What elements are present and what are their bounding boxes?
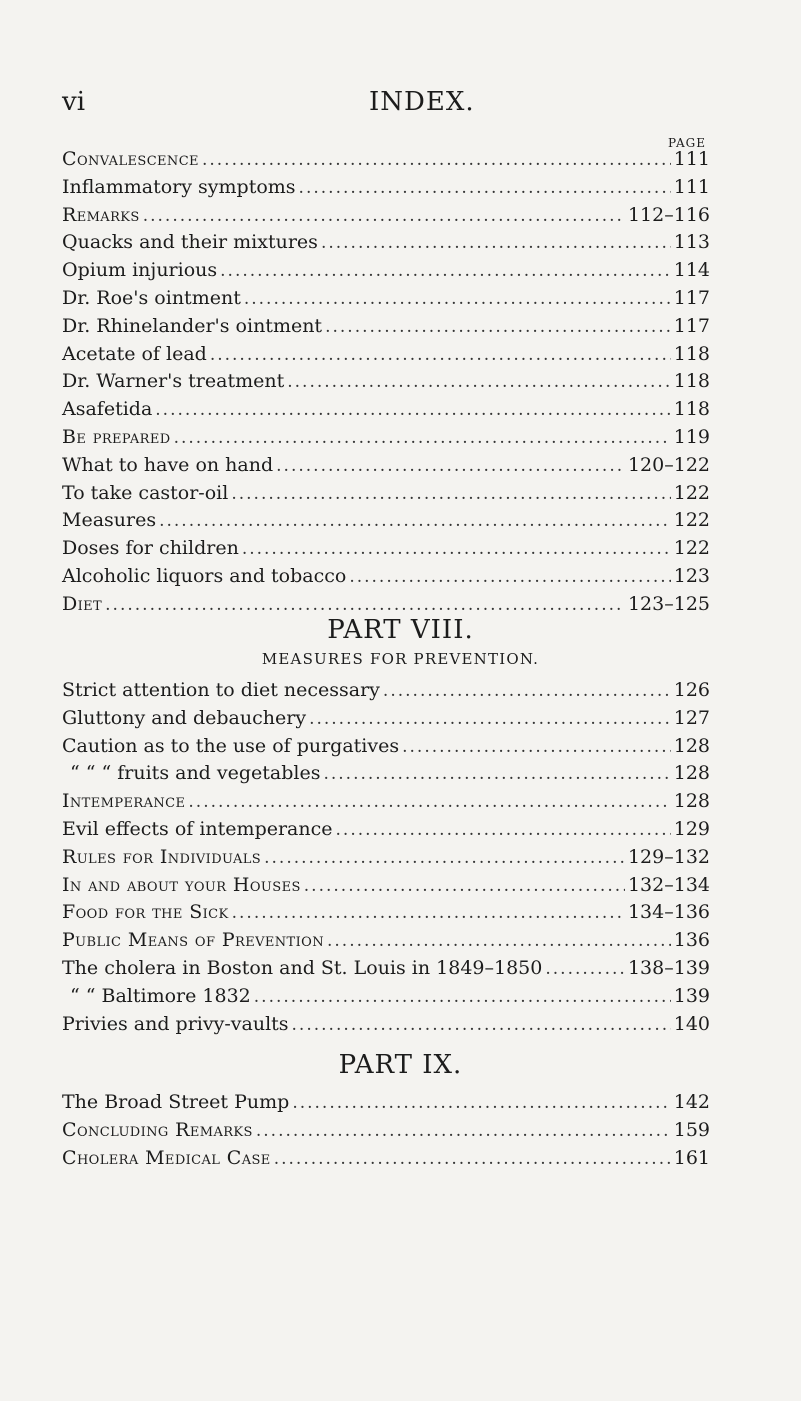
index-entry-page: 113 bbox=[673, 231, 710, 254]
index-entry-label: Diet bbox=[62, 592, 103, 615]
index-entry-label: Intemperance bbox=[62, 790, 186, 813]
index-entry bbox=[62, 507, 710, 535]
dot-leader bbox=[545, 956, 625, 984]
index-entry bbox=[62, 899, 710, 927]
dot-leader bbox=[309, 706, 671, 734]
index-entry-label: Doses for children bbox=[62, 537, 239, 560]
index-entry-label: Concluding Remarks bbox=[62, 1118, 253, 1141]
index-entry bbox=[62, 1117, 710, 1145]
index-entry bbox=[62, 341, 710, 369]
index-entry-page: 129 bbox=[673, 817, 710, 840]
dot-leader bbox=[264, 845, 625, 873]
dot-leader bbox=[402, 734, 671, 762]
dot-leader bbox=[155, 397, 670, 425]
dot-leader bbox=[321, 230, 671, 258]
index-entry-label: What to have on hand bbox=[62, 453, 274, 476]
index-section-part-viii bbox=[62, 677, 710, 1038]
index-entry-page: 126 bbox=[673, 679, 710, 701]
index-entry bbox=[62, 844, 710, 872]
dot-leader bbox=[254, 984, 671, 1012]
index-entry-label: Dr. Rhinelander's ointment bbox=[62, 314, 323, 337]
page-folio: vi bbox=[62, 87, 86, 117]
dot-leader bbox=[159, 508, 671, 536]
index-entry-label: Alcoholic liquors and tobacco bbox=[62, 564, 347, 587]
index-entry bbox=[62, 452, 710, 480]
dot-leader bbox=[188, 789, 670, 817]
index-entry-page: 122 bbox=[673, 481, 710, 504]
dot-leader bbox=[336, 817, 671, 845]
dot-leader bbox=[304, 873, 625, 901]
index-entry-page: 128 bbox=[673, 734, 710, 757]
index-entry bbox=[62, 816, 710, 844]
dot-leader bbox=[143, 203, 625, 231]
index-entry-label: Food for the Sick bbox=[62, 901, 229, 924]
index-entry-page: 161 bbox=[673, 1146, 710, 1169]
index-entry bbox=[62, 396, 710, 424]
index-entry bbox=[62, 174, 710, 202]
index-entry-label: Opium injurious bbox=[62, 259, 218, 282]
index-entry-page: 120–122 bbox=[627, 453, 710, 476]
index-entry-page: 111 bbox=[673, 175, 710, 198]
index-entry-page: 138–139 bbox=[627, 956, 710, 979]
index-entry-label: Inflammatory symptoms bbox=[62, 175, 296, 198]
dot-leader bbox=[327, 928, 671, 956]
index-entry-page: 127 bbox=[673, 706, 710, 729]
index-entry bbox=[62, 788, 710, 816]
index-entry-page: 123 bbox=[673, 564, 710, 587]
index-entry-page: 119 bbox=[673, 425, 710, 448]
index-entry bbox=[62, 313, 710, 341]
dot-leader bbox=[349, 564, 670, 592]
dot-leader bbox=[202, 147, 671, 175]
index-entry-page: 142 bbox=[673, 1091, 710, 1113]
index-entry-page: 134–136 bbox=[627, 901, 710, 924]
index-entry bbox=[62, 760, 710, 788]
index-entry-page: 159 bbox=[673, 1118, 710, 1141]
dot-leader bbox=[220, 258, 671, 286]
index-entry-page: 117 bbox=[673, 286, 710, 309]
index-entry bbox=[62, 229, 710, 257]
index-entry-label: Be prepared bbox=[62, 425, 171, 448]
index-entry-label: Remarks bbox=[62, 203, 140, 226]
index-entry-label: Cholera Medical Case bbox=[62, 1146, 271, 1169]
index-entry-page: 136 bbox=[673, 929, 710, 952]
index-entry bbox=[62, 733, 710, 761]
index-section-part-vii-continued bbox=[62, 146, 710, 619]
index-entry-label: Public Means of Prevention bbox=[62, 929, 324, 952]
dot-leader bbox=[244, 286, 671, 314]
index-entry bbox=[62, 202, 710, 230]
index-entry-page: 111 bbox=[673, 148, 710, 170]
dot-leader bbox=[325, 314, 671, 342]
index-entry bbox=[62, 1145, 710, 1173]
index-entry-label: Asafetida bbox=[62, 398, 153, 421]
dot-leader bbox=[276, 453, 625, 481]
index-entry bbox=[62, 1011, 710, 1039]
index-entry-label: Privies and privy-vaults bbox=[62, 1012, 289, 1035]
index-entry bbox=[62, 535, 710, 563]
index-entry bbox=[62, 677, 710, 705]
index-entry-label: Dr. Warner's treatment bbox=[62, 370, 285, 393]
index-entry-label: Acetate of lead bbox=[62, 342, 207, 365]
index-entry-label: Rules for Individuals bbox=[62, 845, 262, 868]
index-entry-label: Evil effects of intemperance bbox=[62, 817, 333, 840]
index-entry-page: 122 bbox=[673, 509, 710, 532]
index-entry-label: The cholera in Boston and St. Louis in 1849–1850 bbox=[62, 956, 543, 979]
index-entry-page: 128 bbox=[673, 762, 710, 785]
dot-leader bbox=[292, 1090, 670, 1118]
index-entry-label: Strict attention to diet necessary bbox=[62, 679, 380, 701]
index-entry-label: “ “ Baltimore 1832 bbox=[70, 984, 251, 1007]
index-entry bbox=[62, 146, 710, 174]
dot-leader bbox=[242, 536, 671, 564]
index-entry-label: The Broad Street Pump bbox=[62, 1091, 290, 1113]
dot-leader bbox=[210, 342, 671, 370]
index-entry bbox=[62, 563, 710, 591]
part-ix-heading: PART IX. bbox=[338, 1050, 463, 1080]
index-entry-page: 128 bbox=[673, 790, 710, 813]
index-entry-page: 112–116 bbox=[627, 203, 710, 226]
index-entry bbox=[62, 480, 710, 508]
index-entry bbox=[62, 983, 710, 1011]
index-entry bbox=[62, 424, 710, 452]
dot-leader bbox=[174, 425, 671, 453]
index-entry bbox=[62, 257, 710, 285]
index-entry-label: Convalescence bbox=[62, 148, 199, 170]
index-entry-label: “ “ “ fruits and vegetables bbox=[70, 762, 321, 785]
index-entry-label: Dr. Roe's ointment bbox=[62, 286, 241, 309]
index-entry bbox=[62, 872, 710, 900]
dot-leader bbox=[292, 1012, 671, 1040]
index-entry-page: 123–125 bbox=[627, 592, 710, 615]
dot-leader bbox=[232, 900, 625, 928]
index-entry bbox=[62, 368, 710, 396]
index-entry-label: In and about your Houses bbox=[62, 873, 301, 896]
index-entry bbox=[62, 285, 710, 313]
index-entry-page: 114 bbox=[673, 259, 710, 282]
index-entry-label: To take castor-oil bbox=[62, 481, 229, 504]
index-entry bbox=[62, 955, 710, 983]
index-entry-page: 122 bbox=[673, 537, 710, 560]
index-entry bbox=[62, 705, 710, 733]
index-entry-page: 117 bbox=[673, 314, 710, 337]
dot-leader bbox=[274, 1146, 671, 1174]
dot-leader bbox=[299, 175, 671, 203]
index-entry bbox=[62, 927, 710, 955]
index-entry-label: Quacks and their mixtures bbox=[62, 231, 318, 254]
page-title: INDEX. bbox=[369, 87, 475, 117]
index-entry-page: 118 bbox=[673, 342, 710, 365]
index-entry-page: 118 bbox=[673, 370, 710, 393]
index-entry-page: 129–132 bbox=[627, 845, 710, 868]
dot-leader bbox=[256, 1118, 671, 1146]
index-section-part-ix bbox=[62, 1089, 710, 1172]
dot-leader bbox=[231, 481, 670, 509]
index-entry-page: 139 bbox=[673, 984, 710, 1007]
part-viii-subheading: MEASURES FOR PREVENTION. bbox=[261, 650, 540, 668]
index-entry-page: 132–134 bbox=[627, 873, 710, 896]
index-entry-page: 140 bbox=[673, 1012, 710, 1035]
dot-leader bbox=[383, 678, 671, 706]
page-column-label: PAGE bbox=[668, 136, 706, 150]
dot-leader bbox=[323, 761, 670, 789]
index-entry bbox=[62, 1089, 710, 1117]
dot-leader bbox=[287, 369, 671, 397]
index-entry-label: Caution as to the use of purgatives bbox=[62, 734, 400, 757]
index-entry-page: 118 bbox=[673, 398, 710, 421]
index-entry-label: Measures bbox=[62, 509, 157, 532]
part-viii-heading: PART VIII. bbox=[327, 615, 474, 645]
index-entry-label: Gluttony and debauchery bbox=[62, 706, 307, 729]
running-head bbox=[62, 84, 717, 120]
